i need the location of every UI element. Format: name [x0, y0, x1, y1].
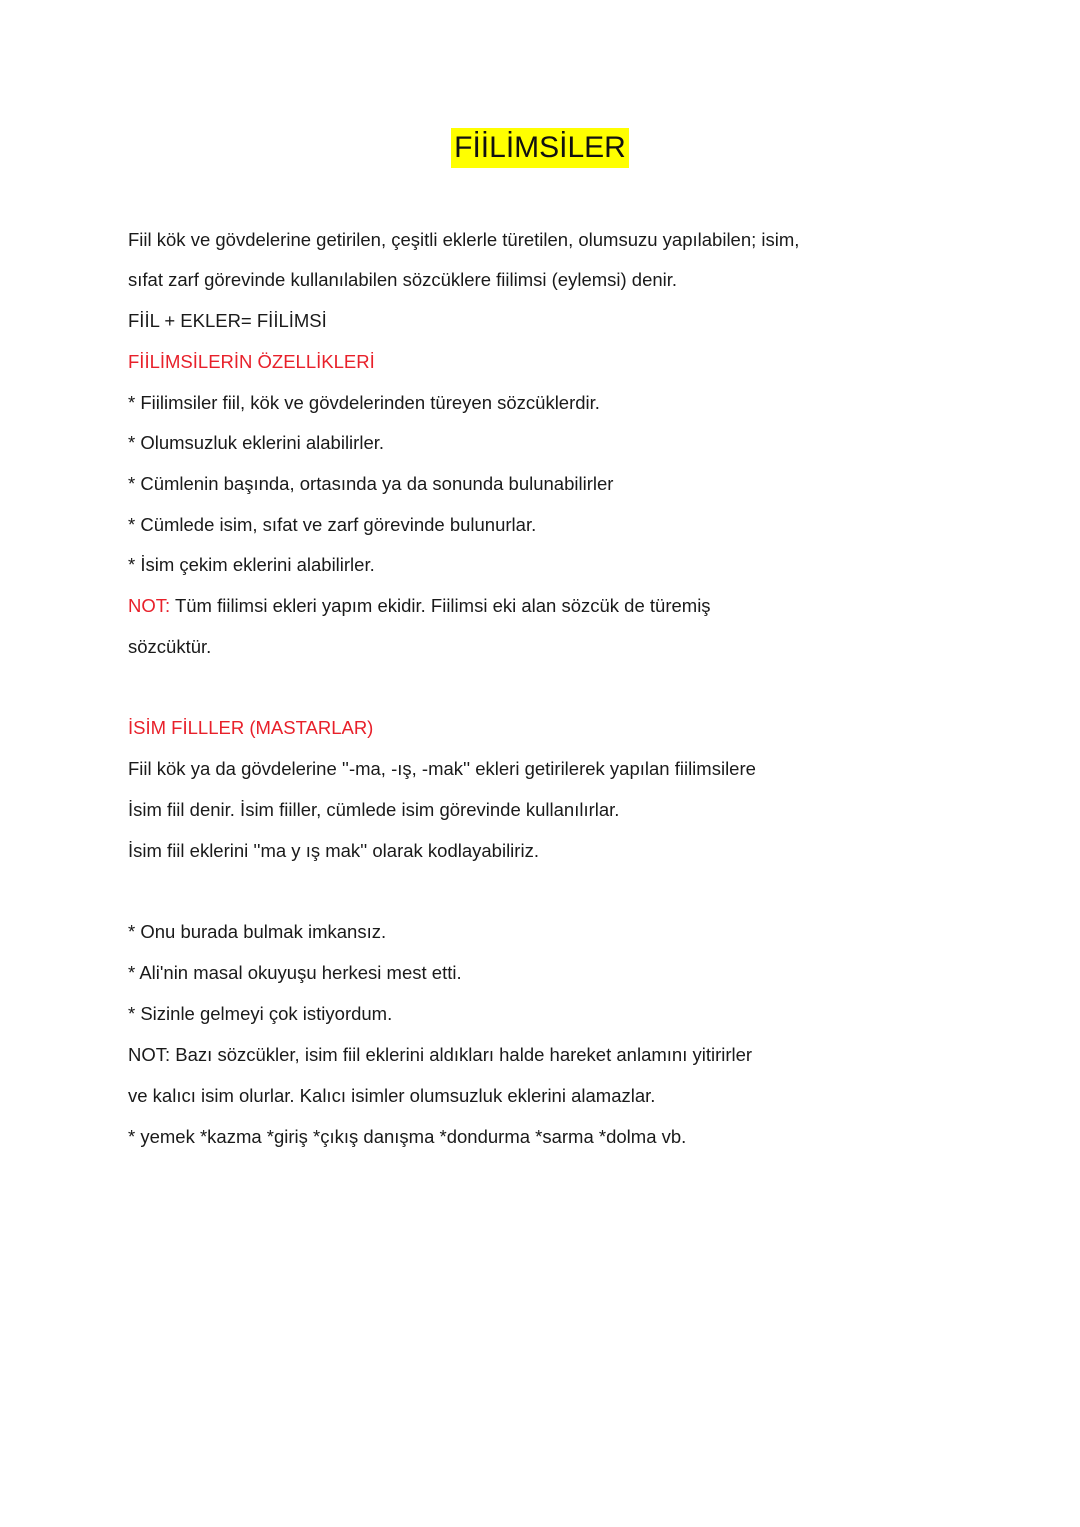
isim-fiiller-line-1: Fiil kök ya da gövdelerine ''-ma, -ış, -mak'' ekleri getirilerek yapılan fiilimsilere — [128, 758, 756, 779]
formula-line: FİİL + EKLER= FİİLİMSİ — [128, 310, 327, 331]
feature-item: * Cümlenin başında, ortasında ya da sonunda bulunabilirler — [128, 473, 614, 494]
features-heading: FİİLİMSİLERİN ÖZELLİKLERİ — [128, 351, 375, 372]
feature-item: * Olumsuzluk eklerini alabilirler. — [128, 432, 385, 453]
example-item: * Sizinle gelmeyi çok istiyordum. — [128, 1003, 393, 1024]
note-text: Tüm fiilimsi ekleri yapım ekidir. Fiilimsi eki alan sözcük de türemiş — [170, 595, 711, 616]
intro-line-1: Fiil kök ve gövdelerine getirilen, çeşitli eklerle türetilen, olumsuzu yapılabilen; isim, — [128, 229, 800, 250]
example-item: * Ali'nin masal okuyuşu herkesi mest etti. — [128, 962, 462, 983]
feature-item: * İsim çekim eklerini alabilirler. — [128, 554, 375, 575]
features-note-line-2: sözcüktür. — [128, 636, 212, 657]
example-item: * Onu burada bulmak imkansız. — [128, 921, 387, 942]
features-note-line-1 — [128, 594, 711, 618]
intro-line-2: sıfat zarf görevinde kullanılabilen sözcüklere fiilimsi (eylemsi) denir. — [128, 269, 678, 290]
isim-fiiller-line-3: İsim fiil eklerini ''ma y ış mak'' olarak kodlayabiliriz. — [128, 840, 539, 861]
page-title: FİİLİMSİLER — [451, 128, 629, 168]
note-label: NOT: — [128, 595, 171, 616]
feature-item: * Cümlede isim, sıfat ve zarf görevinde bulunurlar. — [128, 514, 537, 535]
isim-fiiller-heading: İSİM FİLLLER (MASTARLAR) — [128, 717, 374, 738]
isim-fiiller-note-line-2: ve kalıcı isim olurlar. Kalıcı isimler olumsuzluk eklerini alamazlar. — [128, 1085, 656, 1106]
isim-fiiller-note-line-1: NOT: Bazı sözcükler, isim fiil eklerini aldıkları halde hareket anlamını yitirirler — [128, 1044, 753, 1065]
title-container — [0, 128, 1080, 168]
isim-fiiller-line-2: İsim fiil denir. İsim fiiller, cümlede isim görevinde kullanılırlar. — [128, 799, 620, 820]
feature-item: * Fiilimsiler fiil, kök ve gövdelerinden türeyen sözcüklerdir. — [128, 392, 600, 413]
permanent-nouns-list: * yemek *kazma *giriş *çıkış danışma *dondurma *sarma *dolma vb. — [128, 1126, 687, 1147]
